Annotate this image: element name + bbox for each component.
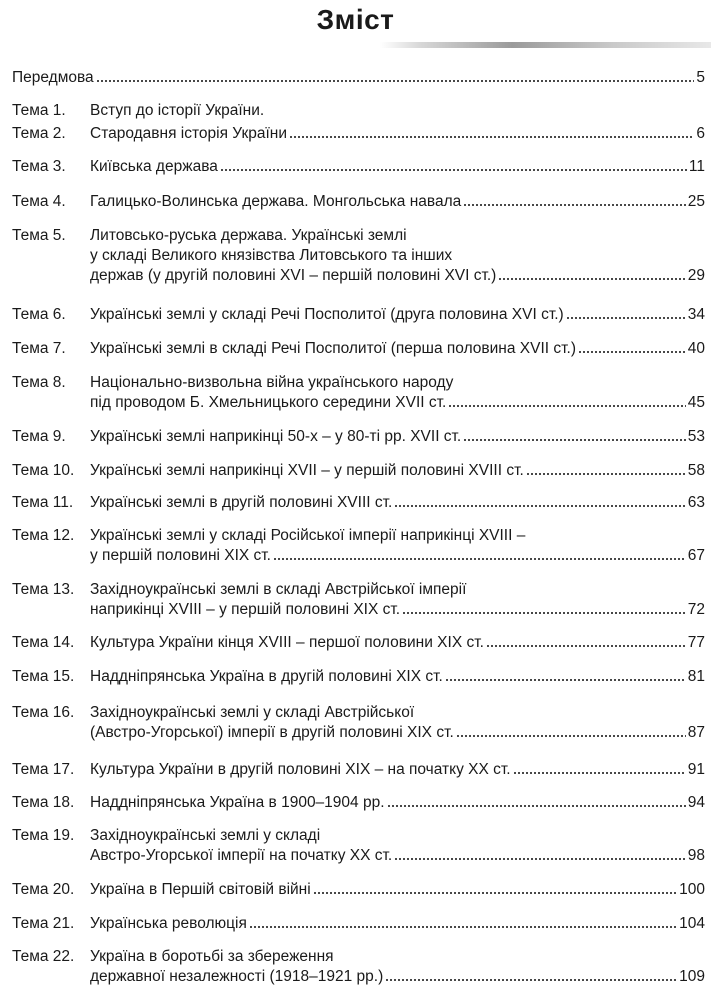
toc-entry-number: Тема 9. [12, 428, 66, 445]
dot-leader [463, 438, 686, 442]
toc-entry-number: Тема 2. [12, 125, 66, 142]
toc-entry-number: Тема 4. [12, 193, 66, 210]
toc-entry-page: 34 [687, 306, 705, 323]
dot-leader [578, 350, 686, 354]
toc-entry-title: Західноукраїнські землі у складі Австрійської [90, 704, 415, 721]
toc-entry-title: Українські землі наприкінці 50-х – у 80-ті рр. XVII ст. [90, 428, 462, 445]
toc-entry-title: Українські землі у складі Речі Посполитої (друга половина XVI ст.) [90, 306, 564, 323]
toc-entry-page: 98 [687, 847, 705, 864]
toc-entry-title: Українські землі наприкінці XVII – у першій половині XVIII ст. [90, 462, 524, 479]
toc-entry-body [90, 880, 705, 900]
toc-entry-line [90, 633, 705, 653]
dot-leader [220, 168, 687, 172]
dot-leader [456, 734, 686, 738]
toc-entry-line [12, 68, 705, 88]
toc-entry-number: Тема 21. [12, 915, 75, 932]
toc-entry-page: 29 [687, 267, 705, 284]
toc-entry-body [90, 373, 705, 413]
toc-entry-page: 94 [687, 794, 705, 811]
toc-entry-line [90, 124, 705, 144]
toc-entry-number: Тема 20. [12, 881, 75, 898]
dot-leader [273, 557, 686, 561]
dot-leader [448, 404, 685, 408]
dot-leader [313, 891, 677, 895]
dot-leader [402, 611, 686, 615]
toc-entry-title: Наддніпрянська Україна в другій половині XIX ст. [90, 668, 443, 685]
dot-leader [566, 316, 686, 320]
toc-entry-number: Тема 22. [12, 948, 75, 965]
toc-entry-page: 58 [687, 462, 705, 479]
toc-entry-title: Українська революція [90, 915, 247, 932]
toc-entry-page: 6 [696, 125, 705, 142]
dot-leader [394, 504, 685, 508]
toc-entry-title: (Австро-Угорської) імперії в другій половині XIX ст. [90, 724, 454, 741]
toc-entry-line [90, 305, 705, 325]
toc-entry-line [90, 393, 705, 413]
toc-entry-number: Тема 5. [12, 227, 66, 244]
toc-entry-page: 77 [687, 634, 705, 651]
toc-entry-title: Західноукраїнські землі у складі [90, 827, 321, 844]
dot-leader [526, 472, 686, 476]
toc-entry-line [90, 339, 705, 359]
toc-entry-number: Тема 13. [12, 581, 75, 598]
toc-entry-line [90, 846, 705, 866]
toc-entry-line [90, 461, 705, 481]
toc-entry-body [90, 226, 705, 286]
toc-entry-line [90, 493, 705, 513]
toc-entry-title: Австро-Угорської імперії на початку XX ст. [90, 847, 393, 864]
toc-entry-page: 87 [687, 724, 705, 741]
toc-entry-body [90, 157, 705, 177]
toc-entry-title: Передмова [12, 69, 94, 86]
toc-entry-body [90, 339, 705, 359]
toc-entry-title: Наддніпрянська Україна в 1900–1904 рр. [90, 794, 385, 811]
toc-entry-title: Стародавня історія України [90, 125, 287, 142]
toc-entry-title: державної незалежності (1918–1921 рр.) [90, 968, 384, 985]
toc-entry-title: держав (у другій половині XVI – першій половині XVI ст.) [90, 267, 497, 284]
toc-entry-title: у складі Великого князівства Литовського та інших [90, 247, 453, 264]
toc-entry-body [90, 633, 705, 653]
toc-entry-page: 5 [696, 69, 705, 86]
toc-entry-page: 40 [687, 340, 705, 357]
toc-entry-title: у першій половині XIX ст. [90, 547, 271, 564]
toc-entry-number: Тема 19. [12, 827, 75, 844]
toc-entry-number: Тема 3. [12, 158, 66, 175]
dot-leader [96, 79, 695, 83]
toc-entry-body [90, 305, 705, 325]
toc-entry-number: Тема 18. [12, 794, 75, 811]
toc-entry-page: 91 [687, 761, 705, 778]
toc-entry-body [90, 914, 705, 934]
toc-entry-title: Україна в боротьбі за збереження [90, 948, 334, 965]
dot-leader [445, 678, 686, 682]
dot-leader [289, 135, 694, 139]
dot-leader [513, 771, 686, 775]
dot-leader [387, 804, 686, 808]
toc-entry-title: Західноукраїнські землі в складі Австрійської імперії [90, 581, 467, 598]
dot-leader [394, 857, 686, 861]
toc-entry-page: 53 [687, 428, 705, 445]
toc-entry-line [90, 427, 705, 447]
toc-entry-page: 104 [679, 915, 705, 932]
toc-entry-title: Національно-визвольна війна українського народу [90, 374, 454, 391]
toc-entry-page: 81 [687, 668, 705, 685]
dot-leader [486, 644, 686, 648]
toc-entry-body [90, 461, 705, 481]
toc-entry-title: Українські землі у складі Російської імперії наприкінці XVIII – [90, 527, 526, 544]
toc-entry-body [12, 68, 705, 88]
toc-entry-number: Тема 8. [12, 374, 66, 391]
toc-entry-page: 25 [687, 193, 705, 210]
toc-entry-title: Галицько-Волинська держава. Монгольська навала [90, 193, 462, 210]
toc-entry-body [90, 192, 705, 212]
dot-leader [385, 978, 677, 982]
page-title: Зміст [316, 4, 395, 35]
toc-entry-title: Литовсько-руська держава. Українські землі [90, 227, 407, 244]
toc-entry-title: під проводом Б. Хмельницького середини XVII ст. [90, 394, 447, 411]
toc-entry-line [90, 914, 705, 934]
toc-entry-page: 109 [679, 968, 705, 985]
toc-entry-body [90, 124, 705, 144]
dot-leader [249, 925, 677, 929]
toc-entry-number: Тема 7. [12, 340, 66, 357]
toc-entry-number: Тема 6. [12, 306, 66, 323]
toc-entry-number: Тема 12. [12, 527, 75, 544]
toc-entry-line [90, 760, 705, 780]
toc-entry-body [90, 580, 705, 620]
toc-entry-line [90, 192, 705, 212]
toc-entry-page: 11 [688, 158, 705, 175]
toc-entry-title: Українські землі в другій половині XVIII ст. [90, 494, 393, 511]
toc-entry-page: 67 [687, 547, 705, 564]
toc-entry-number: Тема 14. [12, 634, 75, 651]
toc-entry-body [90, 826, 705, 866]
toc-entry-title: Київська держава [90, 158, 218, 175]
toc-entry-body [90, 526, 705, 566]
toc-entry-line [90, 157, 705, 177]
toc-entry-page: 63 [687, 494, 705, 511]
toc-entry-number: Тема 10. [12, 462, 75, 479]
toc-entry-line [90, 723, 705, 743]
toc-entry-number: Тема 15. [12, 668, 75, 685]
toc-entry-line [90, 880, 705, 900]
toc-entry-title: Україна в Першій світовій війні [90, 881, 311, 898]
toc-entry-number: Тема 11. [12, 494, 74, 511]
toc-entry-number: Тема 17. [12, 761, 75, 778]
toc-entry-line [90, 667, 705, 687]
toc-entry-title: наприкінці XVIII – у першій половині XIX ст. [90, 601, 401, 618]
toc-entry-body [90, 493, 705, 513]
toc-entry-title: Культура України в другій половині XIX – на початку XX ст. [90, 761, 511, 778]
toc-entry-number: Тема 16. [12, 704, 75, 721]
toc-entry-line [90, 967, 705, 987]
toc-entry-title: Українські землі в складі Речі Посполитої (перша половина XVII ст.) [90, 340, 576, 357]
toc-entry-page: 45 [687, 394, 705, 411]
toc-entry-number: Тема 1. [12, 102, 66, 119]
toc-entry-body [90, 703, 705, 743]
dot-leader [498, 277, 685, 281]
toc-entry-body [90, 947, 705, 987]
toc-entry-line [90, 266, 705, 286]
toc-entry-page: 100 [679, 881, 705, 898]
dot-leader [463, 203, 686, 207]
toc-entry-line [90, 600, 705, 620]
toc-entry-page: 72 [687, 601, 705, 618]
toc-entry-body [90, 427, 705, 447]
toc-entry-body [90, 101, 705, 121]
toc-entry-line [90, 793, 705, 813]
toc-entry-body [90, 667, 705, 687]
toc-entry-line [90, 546, 705, 566]
toc-entry-body [90, 760, 705, 780]
toc-entry-title: Культура України кінця XVIII – першої половини XIX ст. [90, 634, 484, 651]
toc-entry-body [90, 793, 705, 813]
toc-entry-title: Вступ до історії України. [90, 102, 265, 119]
